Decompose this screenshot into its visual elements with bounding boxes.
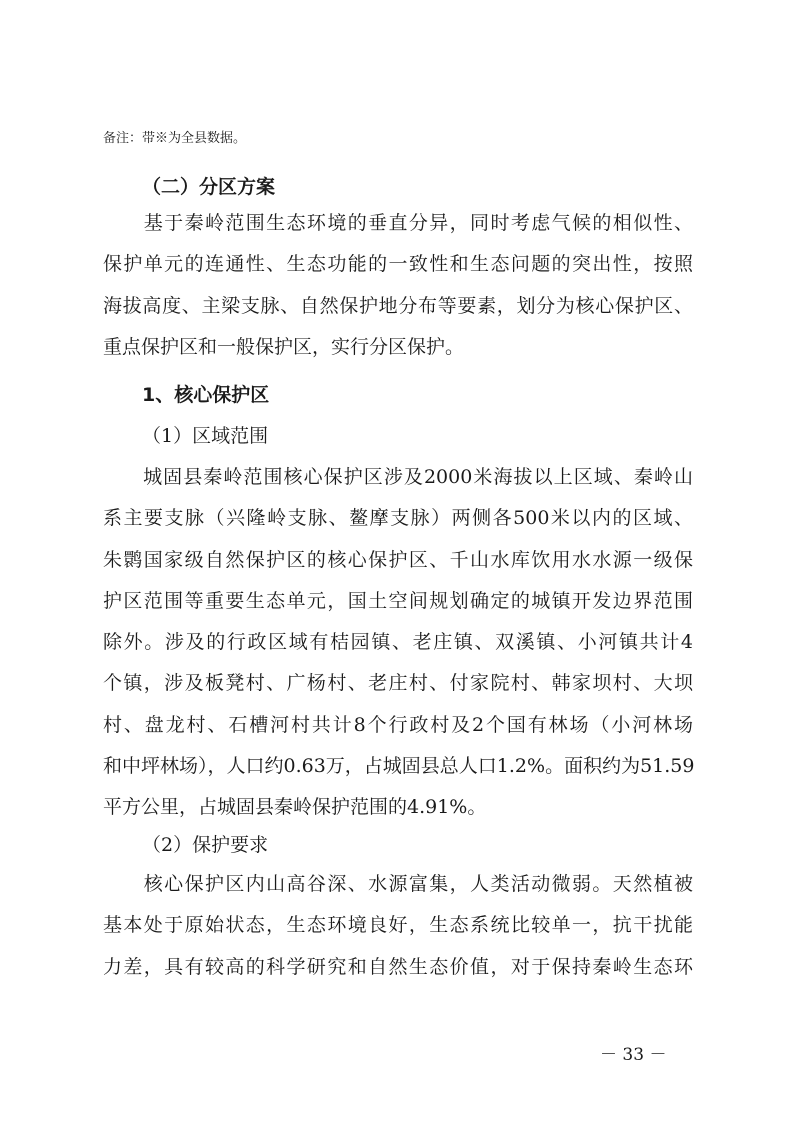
paragraph-line: 力差，具有较高的科学研究和自然生态价值，对于保持秦岭生态环 <box>103 955 693 978</box>
paragraph-line: 除外。涉及的行政区域有桔园镇、老庄镇、双溪镇、小河镇共计4 <box>103 631 693 654</box>
requirements-paragraph <box>103 864 693 988</box>
section-heading: （二）分区方案 <box>142 176 276 198</box>
scope-paragraph <box>103 457 693 829</box>
paragraph-line: 平方公里，占城固县秦岭保护范围的4.91%。 <box>103 796 487 819</box>
paragraph-line: 基于秦岭范围生态环境的垂直分异，同时考虑气候的相似性、 <box>103 212 693 234</box>
paragraph-line: 和中坪林场），人口约0.63万，占城固县总人口1.2%。面积约为51.59 <box>103 755 695 778</box>
subsection-heading: 1、核心保护区 <box>142 384 270 406</box>
sub-title-requirements: （2）保护要求 <box>142 834 269 856</box>
paragraph-line: 重点保护区和一般保护区，实行分区保护。 <box>103 335 465 358</box>
paragraph-line: 保护单元的连通性、生态功能的一致性和生态问题的突出性，按照 <box>103 253 693 276</box>
paragraph-line: 朱鹮国家级自然保护区的核心保护区、千山水库饮用水水源一级保 <box>103 548 693 571</box>
paragraph-line: 海拔高度、主梁支脉、自然保护地分布等要素，划分为核心保护区、 <box>103 294 693 317</box>
paragraph-line: 护区范围等重要生态单元，国土空间规划确定的城镇开发边界范围 <box>103 589 693 612</box>
paragraph-line: 城固县秦岭范围核心保护区涉及2000米海拔以上区域、秦岭山 <box>103 466 693 488</box>
paragraph-line: 核心保护区内山高谷深、水源富集，人类活动微弱。天然植被 <box>103 873 693 895</box>
paragraph-line: 基本处于原始状态，生态环境良好，生态系统比较单一，抗干扰能 <box>103 914 693 937</box>
paragraph-line: 村、盘龙村、石槽河村共计8个行政村及2个国有林场（小河林场 <box>103 713 693 736</box>
intro-paragraph <box>103 203 693 368</box>
sub-title-scope: （1）区域范围 <box>142 425 269 447</box>
paragraph-line: 个镇，涉及板凳村、广杨村、老庄村、付家院村、韩家坝村、大坝 <box>103 672 693 695</box>
page-number: － 33 － <box>600 1045 667 1065</box>
paragraph-line: 系主要支脉（兴隆岭支脉、鳌摩支脉）两侧各500米以内的区域、 <box>103 507 693 530</box>
table-footnote: 备注：带※为全县数据。 <box>103 131 247 146</box>
